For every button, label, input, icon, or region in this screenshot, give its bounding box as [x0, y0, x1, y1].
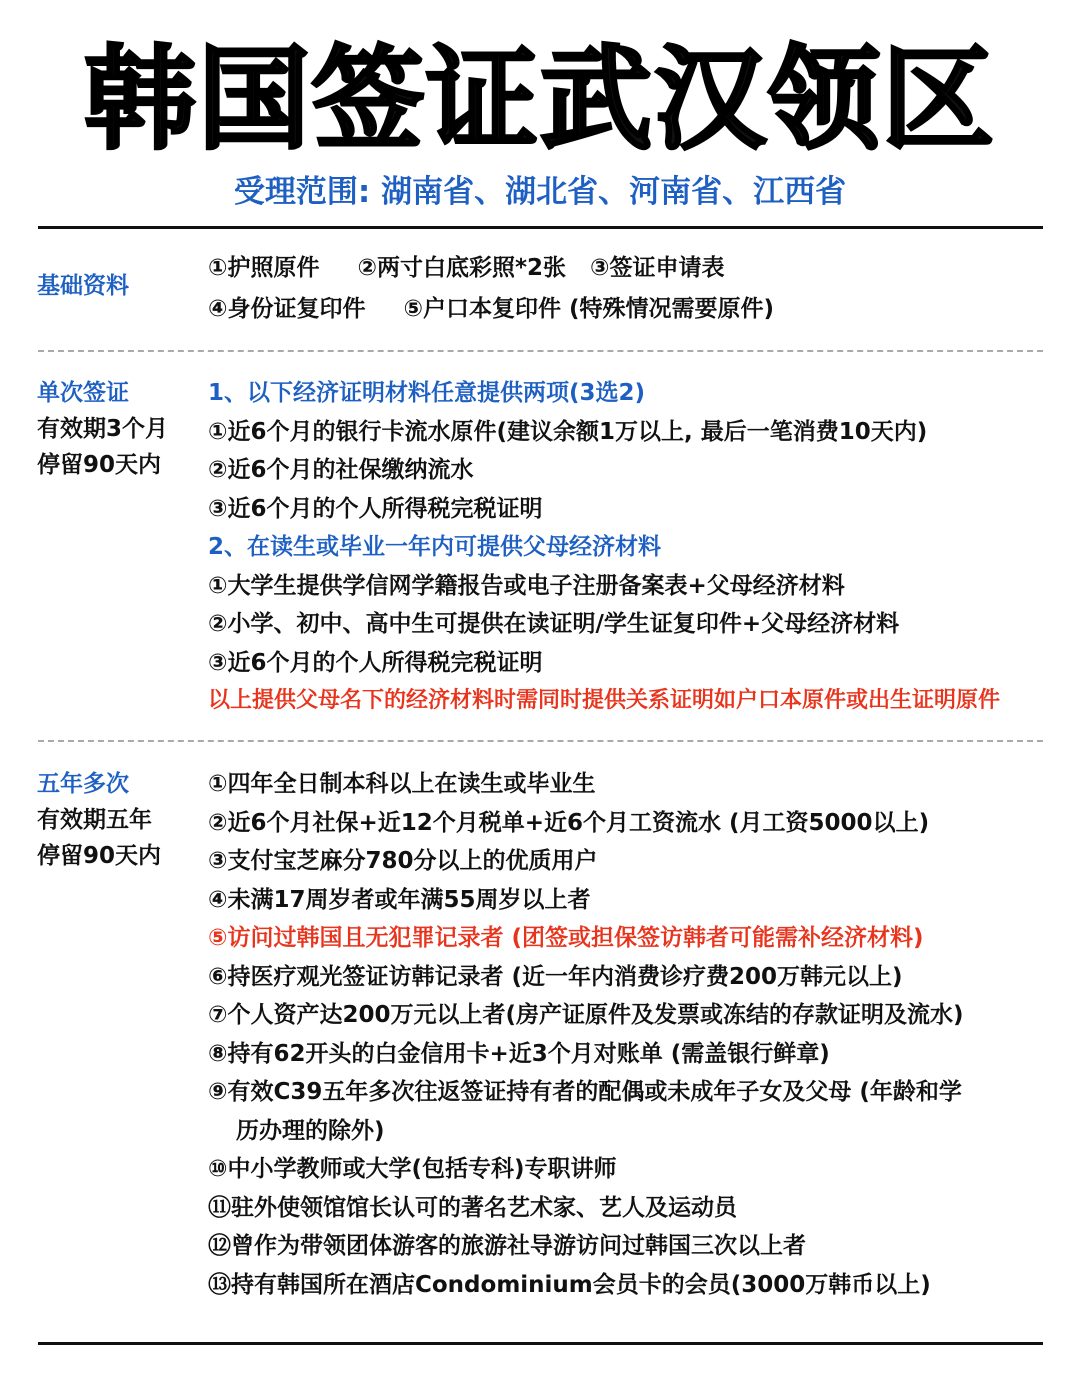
requirement-line: ⑥持医疗观光签证访韩记录者 (近一年内消费诊疗费200万韩元以上)	[208, 963, 903, 990]
requirement-line: ③近6个月的个人所得税完税证明	[208, 649, 543, 676]
requirement-line: ⑫曾作为带领团体游客的旅游社导游访问过韩国三次以上者	[208, 1233, 806, 1259]
requirement-line: 以上提供父母名下的经济材料时需同时提供关系证明如户口本原件或出生证明原件	[208, 688, 1001, 713]
requirement-line: ⑪驻外使领馆馆长认可的著名艺术家、艺人及运动员	[208, 1194, 737, 1221]
requirement-line: ②小学、初中、高中生可提供在读证明/学生证复印件+父母经济材料	[208, 611, 900, 637]
section-label-basic: 基础资料	[37, 273, 129, 299]
requirement-line: ③近6个月的个人所得税完税证明	[208, 495, 543, 522]
basic-item: ③签证申请表	[590, 255, 725, 281]
basic-materials	[208, 248, 1058, 330]
basic-item: ④身份证复印件	[208, 296, 366, 322]
dashed-divider	[38, 350, 1043, 352]
page-title: 韩国签证武汉领区	[84, 35, 996, 165]
requirement-line: ⑧持有62开头的白金信用卡+近3个月对账单 (需盖银行鲜章)	[208, 1040, 830, 1067]
requirement-line: ⑨有效C39五年多次往返签证持有者的配偶或未成年子女及父母 (年龄和学	[208, 1079, 962, 1105]
requirement-line: ②近6个月的社保缴纳流水	[208, 457, 474, 483]
requirement-line: 历办理的除外)	[236, 1117, 385, 1144]
basic-item: ①护照原件	[208, 255, 320, 281]
basic-item: ⑤户口本复印件 (特殊情况需要原件)	[403, 296, 774, 322]
section-label-single: 单次签证 有效期3个月 停留90天内	[37, 380, 169, 478]
divider	[38, 226, 1043, 229]
requirement-line: ③支付宝芝麻分780分以上的优质用户	[208, 848, 598, 874]
basic-item: ②两寸白底彩照*2张	[357, 255, 566, 281]
multi-visa-requirements	[208, 765, 1058, 1304]
divider	[38, 1342, 1043, 1345]
requirement-line: ⑤访问过韩国且无犯罪记录者 (团签或担保签访韩者可能需补经济材料)	[208, 925, 924, 951]
requirement-line: 1、以下经济证明材料任意提供两项(3选2)	[208, 380, 646, 406]
requirement-line: ①四年全日制本科以上在读生或毕业生	[208, 771, 596, 797]
requirement-line: 2、在读生或毕业一年内可提供父母经济材料	[208, 534, 662, 560]
requirement-line: ⑦个人资产达200万元以上者(房产证原件及发票或冻结的存款证明及流水)	[208, 1002, 964, 1028]
requirement-line: ④未满17周岁者或年满55周岁以上者	[208, 886, 591, 913]
requirement-line: ⑩中小学教师或大学(包括专科)专职讲师	[208, 1156, 617, 1182]
requirement-line: ②近6个月社保+近12个月税单+近6个月工资流水 (月工资5000以上)	[208, 809, 930, 836]
requirement-line: ①大学生提供学信网学籍报告或电子注册备案表+父母经济材料	[208, 572, 845, 599]
subtitle: 受理范围: 湖南省、湖北省、河南省、江西省	[233, 174, 847, 210]
dashed-divider	[38, 740, 1043, 742]
requirement-line: ①近6个月的银行卡流水原件(建议余额1万以上, 最后一笔消费10天内)	[208, 418, 928, 445]
requirement-line: ⑬持有韩国所在酒店Condominium会员卡的会员(3000万韩币以上)	[208, 1271, 931, 1298]
section-label-multi: 五年多次 有效期五年 停留90天内	[37, 771, 162, 869]
single-visa-requirements	[208, 374, 1058, 721]
